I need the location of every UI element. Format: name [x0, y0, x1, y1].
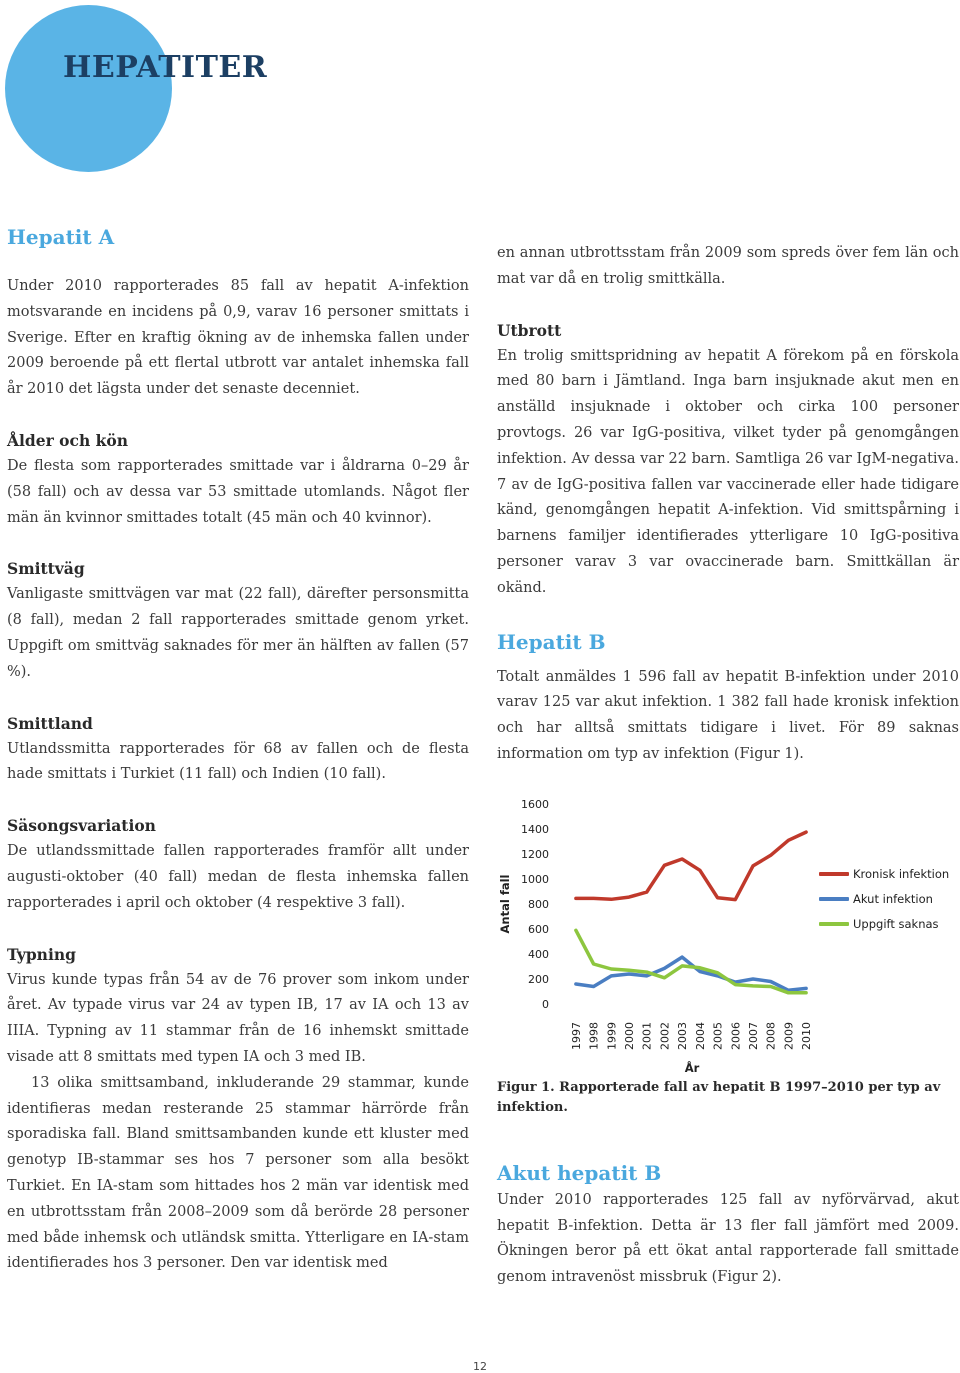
y-tick-label: 1200 [521, 847, 549, 861]
y-tick-label: 400 [528, 947, 549, 961]
x-tick-label: 2010 [800, 1021, 814, 1050]
chart-legend [819, 862, 949, 937]
hepb-paragraph: Totalt anmäldes 1 596 fall av hepatit B-infektion under 2010 varav 125 var akut infektion. 1 382 fall hade kronisk infektion och har alltså smittats tidigare i livet. För 89 saknas information om typ av infektion (Figur 1). [497, 668, 959, 762]
typing-heading: Typning [7, 944, 76, 964]
section-title-hepatit-a: Hepatit A [7, 225, 115, 249]
legend-swatch [819, 872, 849, 876]
x-tick-label: 1999 [605, 1021, 619, 1050]
x-tick-label: 2004 [693, 1021, 707, 1050]
intro-paragraph: Under 2010 rapporterades 85 fall av hepatit A-infektion motsvarande en incidens på 0,9, varav 16 personer smittats i Sverige. Efter en kraftig ökning av de inhemska fallen under 2009 beroende på ett flertal utbrott var antalet inhemska fall år 2010 det lägsta under det senaste decenniet. [7, 278, 469, 398]
y-tick-label: 1600 [521, 797, 549, 811]
x-tick-label: 2002 [658, 1021, 672, 1050]
y-tick-label: 800 [528, 897, 549, 911]
country-heading: Smittland [7, 713, 93, 733]
route-heading: Smittväg [7, 559, 85, 579]
acute-paragraph: Under 2010 rapporterades 125 fall av nyförvärvad, akut hepatit B-infektion. Detta är 13 fler fall jämfört med 2009. Ökningen beror på ett ökat antal rapporterade fall smittade genom intravenöst missbruk (Figur 2). [497, 1191, 959, 1286]
y-tick-label: 200 [528, 972, 549, 986]
y-tick-label: 1000 [521, 872, 549, 886]
season-paragraph: De utlandssmittade fallen rapporterades framför allt under augusti-oktober (40 fall) medan de flesta inhemska fallen rapporterades i april och oktober (4 respektive 3 fall). [7, 843, 469, 911]
section-title-akut-hepatit-b: Akut hepatit B [497, 1160, 662, 1185]
x-tick-label: 2001 [640, 1021, 654, 1050]
route-paragraph: Vanligaste smittvägen var mat (22 fall), därefter personsmitta (8 fall), medan 2 fall rapporterades smittade genom yrket. Uppgift om smittväg saknades för mer än hälften av fallen (57 %). [7, 586, 469, 680]
y-axis-label: Antal fall [498, 874, 512, 934]
left-column [7, 222, 469, 1277]
series-line-1 [576, 832, 806, 900]
chart-plot [497, 782, 817, 1072]
x-tick-label: 2007 [747, 1021, 760, 1050]
x-tick-label: 2009 [782, 1021, 796, 1050]
x-tick-label: 2008 [764, 1021, 778, 1050]
x-tick-label: 1998 [587, 1021, 601, 1050]
page-title: HEPATITER [63, 50, 268, 85]
decorative-circle [5, 5, 172, 172]
x-axis-label: År [684, 1060, 700, 1072]
outbreak-heading: Utbrott [497, 320, 562, 340]
legend-label: Akut infektion [853, 892, 933, 907]
country-paragraph: Utlandssmitta rapporterades för 68 av fallen och de flesta hade smittats i Turkiet (11 fall) och Indien (10 fall). [7, 740, 469, 783]
typing-paragraph-2: 13 olika smittsamband, inkluderande 29 stammar, kunde identifieras medan resterande 25 stammar härrörde från sporadiska fall. Bland smittsambanden kunde ett kluster med genotyp IB-stammar ses hos 7 personer som alla besökt Turkiet. En IA-stam som hittades hos 2 män var identisk med en utbrottsstam från 2008–2009 som då berörde 28 personer med både inhemsk och utländsk smitta. Ytterligare en IA-stam identifierades hos 3 personer. Den var identisk med [7, 1074, 469, 1272]
y-tick-label: 0 [542, 997, 549, 1011]
legend-item [819, 862, 949, 887]
x-tick-label: 2005 [711, 1021, 725, 1050]
x-tick-label: 2003 [676, 1021, 690, 1050]
section-title-hepatit-b: Hepatit B [497, 629, 606, 654]
x-tick-label: 1997 [569, 1021, 583, 1050]
y-tick-label: 1400 [521, 822, 549, 836]
legend-swatch [819, 897, 849, 901]
page-number: 12 [473, 1360, 487, 1373]
y-tick-label: 600 [528, 922, 549, 936]
x-tick-label: 2006 [729, 1021, 743, 1050]
figure-caption: Figur 1. Rapporterade fall av hepatit B 1997–2010 per typ av infektion. [497, 1079, 941, 1115]
age-paragraph: De flesta som rapporterades smittade var i åldrarna 0–29 år (58 fall) och av dessa var 53 smittade utomlands. Något fler män än kvinnor smittades totalt (45 män och 40 kvinnor). [7, 457, 469, 526]
legend-label: Uppgift saknas [853, 917, 939, 932]
right-column [497, 241, 959, 1291]
legend-swatch [819, 922, 849, 926]
season-heading: Säsongsvariation [7, 816, 156, 836]
outbreak-paragraph: En trolig smittspridning av hepatit A förekom på en förskola med 80 barn i Jämtland. Inga barn insjuknade akut men en anställd insjuknade i oktober och cirka 100 personer provtogs. 26 var IgG-positiva, vilket tyder på genomgången infektion. Av dessa var 22 barn. Samtliga 26 var IgM-negativa. 7 av de IgG-positiva fallen var vaccinerade eller hade tidigare känd, genomgången hepatit A-infektion. Vid smittspårning i barnens familjer identifierades ytterligare 10 IgG-positiva personer varav 3 var ovaccinerade barn. Smittkällan är okänd. [497, 347, 959, 596]
continued-paragraph: en annan utbrottsstam från 2009 som spreds över fem län och mat var då en trolig smittkälla. [497, 245, 959, 287]
legend-item [819, 912, 949, 937]
hepatitis-b-chart [497, 782, 957, 1072]
typing-paragraph-1: Virus kunde typas från 54 av de 76 prover som inkom under året. Av typade virus var 24 av typen IB, 17 av IA och 13 av IIIA. Typning av 11 stammar från de 16 inhemskt smittade visade att 8 smittats med typen IA och 3 med IB. [7, 971, 469, 1065]
x-tick-label: 2000 [623, 1021, 636, 1050]
legend-item [819, 887, 949, 912]
legend-label: Kronisk infektion [853, 867, 950, 882]
age-heading: Ålder och kön [7, 430, 128, 450]
